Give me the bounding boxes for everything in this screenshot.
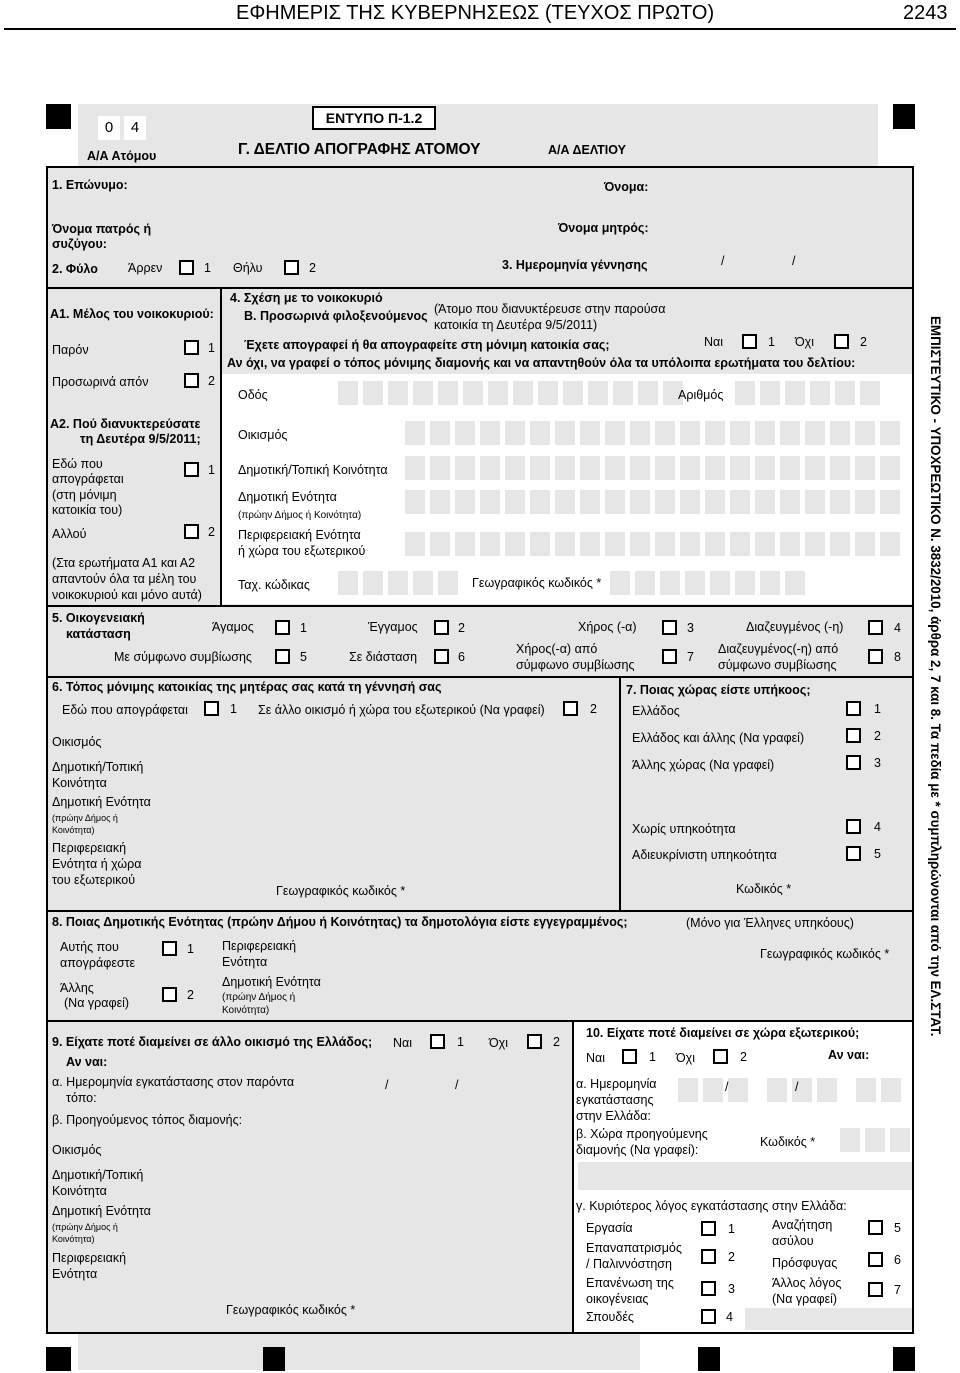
greece-other-label: Ελλάδος και άλλης (Να γραφεί) xyxy=(632,731,805,745)
work-label: Εργασία xyxy=(586,1221,633,1235)
name-boxes[interactable] xyxy=(667,178,912,202)
s8-unit-2: (πρώην Δήμος ή xyxy=(222,992,296,1003)
s10-no-code: 2 xyxy=(740,1050,747,1064)
dob-label: 3. Ημερομηνία γέννησης xyxy=(502,258,648,272)
s4-question: Έχετε απογραφεί ή θα απογραφείτε στη μόνιμη κατοικία σας; xyxy=(244,338,610,352)
registration-mark-tr xyxy=(893,104,915,129)
s4-yes-label: Ναι xyxy=(704,335,724,349)
country-name-boxes[interactable] xyxy=(640,784,885,808)
s10-date-1: α. Ημερομηνία xyxy=(576,1077,657,1091)
other-country-checkbox[interactable] xyxy=(846,755,861,770)
other-reason-2: (Να γραφεί) xyxy=(772,1292,838,1306)
s9-region-boxes[interactable] xyxy=(165,1251,560,1275)
s10-date-2: εγκατάστασης xyxy=(576,1093,654,1107)
gazette-title: ΕΦΗΜΕΡΙΣ ΤΗΣ ΚΥΒΕΡΝΗΣΕΩΣ (ΤΕΥΧΟΣ ΠΡΩΤΟ) xyxy=(236,2,715,24)
greece-code: 1 xyxy=(874,702,881,716)
s9-slash-2: / xyxy=(455,1078,459,1092)
geo-code-boxes[interactable] xyxy=(610,571,805,595)
s6-region-boxes[interactable] xyxy=(165,840,610,864)
s10-no-checkbox[interactable] xyxy=(713,1049,728,1064)
confidential-text: ΕΜΠΙΣΤΕΥΤΙΚΟ - ΥΠΟΧΡΕΩΤΙΚΟ Ν. 3832/2010, άρθρα 2, 7 και 8. Τα πεδία με * συμπληρώνονται από την ΕΛ.ΣΤΑΤ. xyxy=(928,316,943,1037)
s10-title: 10. Είχατε ποτέ διαμείνει σε χώρα εξωτερικού; xyxy=(586,1026,860,1040)
s9-yes-label: Ναι xyxy=(393,1036,413,1050)
s6-other-checkbox[interactable] xyxy=(563,701,578,716)
s8-here-code: 1 xyxy=(187,942,194,956)
asylum-2: ασύλου xyxy=(772,1234,814,1248)
s9-region-2: Ενότητα xyxy=(52,1267,98,1281)
greece-other-code: 2 xyxy=(874,729,881,743)
s4-address-area xyxy=(222,374,912,604)
s4-note-1: (Άτομο που διανυκτέρευσε στην παρούσα xyxy=(434,302,666,316)
father-name-boxes[interactable] xyxy=(170,216,565,240)
male-checkbox[interactable] xyxy=(179,260,194,275)
partnership-code: 5 xyxy=(300,650,307,664)
s6-settlement: Οικισμός xyxy=(52,735,102,749)
s9-geo-boxes[interactable] xyxy=(368,1296,563,1320)
name-label: Όνομα: xyxy=(604,180,649,194)
s6-region-3: του εξωτερικού xyxy=(52,873,136,887)
s8-title: 8. Ποιας Δημοτικής Ενότητας (πρώην Δήμου ή Κοινότητας) τα δημοτολόγια είστε εγγεγραμμένος; xyxy=(52,915,628,929)
s9-unit-boxes[interactable] xyxy=(165,1210,560,1234)
s9-no-code: 2 xyxy=(553,1035,560,1049)
s8-region-2: Ενότητα xyxy=(222,955,268,969)
s10-code-label: Κωδικός * xyxy=(760,1135,816,1149)
s4-yes-code: 1 xyxy=(768,335,775,349)
separated-checkbox[interactable] xyxy=(434,649,449,664)
s9-yes-checkbox[interactable] xyxy=(430,1034,445,1049)
rule-4 xyxy=(46,676,914,678)
father-label-2: συζύγου: xyxy=(52,237,107,251)
rule-3 xyxy=(46,605,914,607)
s6-here-checkbox[interactable] xyxy=(204,701,219,716)
away-checkbox[interactable] xyxy=(184,373,199,388)
s10-slash-2: / xyxy=(795,1080,799,1094)
s4-no-label: Όχι xyxy=(795,335,815,349)
confidential-notice xyxy=(927,316,949,1373)
a2-here-4: κατοικία του) xyxy=(52,503,123,517)
postal-label: Ταχ. κώδικας xyxy=(238,578,310,592)
repatriation-2: / Παλιννόστηση xyxy=(586,1257,672,1271)
s4-b: Β. Προσωρινά φιλοξενούμενος xyxy=(244,309,428,323)
repatriation-code: 2 xyxy=(728,1250,735,1264)
stateless-code: 4 xyxy=(874,820,881,834)
s8-region-boxes[interactable] xyxy=(338,941,733,965)
a1-title: Α1. Μέλος του νοικοκυριού: xyxy=(50,307,214,321)
registration-mark-bl xyxy=(46,1347,71,1371)
s6-here-code: 1 xyxy=(230,702,237,716)
registration-mark-b1 xyxy=(263,1347,285,1371)
mother-name-boxes[interactable] xyxy=(667,216,912,240)
greece-label: Ελλάδος xyxy=(632,704,680,718)
community-boxes[interactable] xyxy=(405,456,900,480)
s10-no-label: Όχι xyxy=(676,1051,696,1065)
s8-unit-boxes[interactable] xyxy=(338,984,733,1008)
repatriation-checkbox[interactable] xyxy=(701,1249,716,1264)
a2-note-1: (Στα ερωτήματα Α1 και Α2 xyxy=(52,556,196,570)
s8-unit-3: Κοινότητα) xyxy=(222,1005,270,1016)
married-checkbox[interactable] xyxy=(434,620,449,635)
a2-here-1: Εδώ που xyxy=(52,457,103,471)
widowed-code: 3 xyxy=(687,621,694,635)
a2-note-2: απαντούν όλα τα μέλη του xyxy=(52,572,197,586)
s10-date-3: στην Ελλάδα: xyxy=(576,1109,651,1123)
region-boxes[interactable] xyxy=(405,532,900,556)
unit-boxes[interactable] xyxy=(405,490,900,514)
s9-date-boxes[interactable] xyxy=(338,1076,561,1100)
s6-unit-note-1: (πρώην Δήμος ή xyxy=(52,813,118,823)
s8-region-1: Περιφερειακή xyxy=(222,939,297,953)
surname-boxes[interactable] xyxy=(170,178,565,202)
region-label-2: ή χώρα του εξωτερικού xyxy=(238,544,366,558)
dob-slash-1: / xyxy=(721,254,725,268)
present-code: 1 xyxy=(208,341,215,355)
s10-yes-checkbox[interactable] xyxy=(622,1049,637,1064)
partnership-checkbox[interactable] xyxy=(275,649,290,664)
reunion-code: 3 xyxy=(728,1282,735,1296)
single-checkbox[interactable] xyxy=(275,620,290,635)
community-label: Δημοτική/Τοπική Κοινότητα xyxy=(238,463,388,477)
s10-code-boxes[interactable] xyxy=(840,1128,910,1152)
s8-other-code: 2 xyxy=(187,988,194,1002)
s9-date-2: τόπο: xyxy=(66,1091,97,1105)
elsewhere-checkbox[interactable] xyxy=(184,524,199,539)
s8-here-1: Αυτής που xyxy=(60,940,119,954)
a2-note-3: νοικοκυριού και μόνο αυτά) xyxy=(52,588,202,602)
elsewhere-label: Αλλού xyxy=(52,527,87,541)
refugee-checkbox[interactable] xyxy=(868,1252,883,1267)
rule-6 xyxy=(46,910,914,912)
registration-mark-tl xyxy=(46,104,71,129)
asylum-checkbox[interactable] xyxy=(868,1220,883,1235)
s6-title: 6. Τόπος μόνιμης κατοικίας της μητέρας σας κατά τη γέννησή σας xyxy=(52,680,442,694)
s9-unit: Δημοτική Ενότητα xyxy=(52,1204,151,1218)
male-code: 1 xyxy=(204,261,211,275)
s6-other-label: Σε άλλο οικισμό ή χώρα του εξωτερικού (Να γραφεί) xyxy=(258,703,545,717)
form-title: Γ. ΔΕΛΤΙΟ ΑΠΟΓΡΑΦΗΣ ΑΤΟΜΟΥ xyxy=(238,141,481,158)
other-reason-1: Άλλος λόγος xyxy=(772,1276,842,1290)
rule-1 xyxy=(46,287,914,289)
form-top-right xyxy=(640,104,878,166)
person-digit-1[interactable]: 0 xyxy=(98,116,120,140)
sex-label: 2. Φύλο xyxy=(52,262,98,276)
geo-code-label: Γεωγραφικός κωδικός * xyxy=(472,576,602,590)
other-country-code: 3 xyxy=(874,756,881,770)
s10-country-1: β. Χώρα προηγούμενης xyxy=(576,1127,708,1141)
studies-checkbox[interactable] xyxy=(701,1309,716,1324)
number-boxes[interactable] xyxy=(735,381,880,405)
dob-boxes[interactable] xyxy=(667,253,890,277)
settlement-label: Οικισμός xyxy=(238,428,288,442)
a2-title-1: Α2. Πού διανυκτερεύσατε xyxy=(50,417,201,431)
widowed-partner-2: σύμφωνο συμβίωσης xyxy=(516,658,635,672)
header-rule xyxy=(4,28,956,30)
s9-date-1: α. Ημερομηνία εγκατάστασης στον παρόντα xyxy=(52,1075,295,1089)
male-label: Άρρεν xyxy=(128,261,163,275)
a2-here-3: (στη μόνιμη xyxy=(52,488,117,502)
s9-unit-note-2: Κοινότητα) xyxy=(52,1234,95,1244)
single-label: Άγαμος xyxy=(212,620,254,634)
female-label: Θήλυ xyxy=(233,261,263,275)
s8-other-checkbox[interactable] xyxy=(162,987,177,1002)
s8-here-2: απογράφεστε xyxy=(60,956,136,970)
s5-title-1: 5. Οικογενειακή xyxy=(52,611,145,625)
widowed-checkbox[interactable] xyxy=(662,620,677,635)
married-code: 2 xyxy=(458,621,465,635)
sheet-number-label: Α/Α ΔΕΛΤΙΟΥ xyxy=(548,143,626,157)
divorced-code: 4 xyxy=(894,621,901,635)
s8-here-checkbox[interactable] xyxy=(162,941,177,956)
s6-comm-boxes[interactable] xyxy=(165,764,610,788)
s6-other-code: 2 xyxy=(590,702,597,716)
reunion-2: οικογένειας xyxy=(586,1292,649,1306)
s8-note: (Μόνο για Έλληνες υπηκόους) xyxy=(686,916,854,930)
s10-yes-code: 1 xyxy=(649,1050,656,1064)
divorced-partner-2: σύμφωνο συμβίωσης xyxy=(718,658,837,672)
separated-label: Σε διάσταση xyxy=(349,650,418,664)
s10-date-boxes[interactable] xyxy=(678,1078,901,1102)
s9-settlement: Οικισμός xyxy=(52,1143,102,1157)
s8-geo-label: Γεωγραφικός κωδικός * xyxy=(760,947,890,961)
partnership-label: Με σύμφωνο συμβίωσης xyxy=(114,650,252,664)
s9-comm-boxes[interactable] xyxy=(165,1172,560,1196)
away-label: Προσωρινά απόν xyxy=(52,375,149,389)
a2-here-2: απογράφεται xyxy=(52,472,124,486)
s4-instruction: Αν όχι, να γραφεί ο τόπος μόνιμης διαμονής και να απαντηθούν όλα τα υπόλοιπα ερωτήματα του δελτίου: xyxy=(227,356,856,370)
work-code: 1 xyxy=(728,1222,735,1236)
surname-label: 1. Επώνυμο: xyxy=(52,178,128,192)
s8-other-1: Άλλης xyxy=(60,981,94,995)
s9-unit-note-1: (πρώην Δήμος ή xyxy=(52,1222,118,1232)
unit-note: (πρώην Δήμος ή Κοινότητα) xyxy=(238,510,362,521)
s6-unit-note-2: Κοινότητα) xyxy=(52,825,95,835)
greece-other-checkbox[interactable] xyxy=(846,728,861,743)
s9-settlement-boxes[interactable] xyxy=(165,1137,560,1161)
unit-label: Δημοτική Ενότητα xyxy=(238,490,337,504)
married-label: Έγγαμος xyxy=(368,620,418,634)
s10-slash-1: / xyxy=(725,1080,729,1094)
repatriation-1: Επαναπατρισμός xyxy=(586,1241,682,1255)
s10-country-2: διαμονής (Να γραφεί): xyxy=(576,1143,699,1157)
unknown-code: 5 xyxy=(874,847,881,861)
away-code: 2 xyxy=(208,374,215,388)
other-reason-code: 7 xyxy=(894,1283,901,1297)
widowed-partner-1: Χήρος(-α) από xyxy=(516,642,598,656)
refugee-label: Πρόσφυγας xyxy=(772,1256,838,1270)
s9-comm-1: Δημοτική/Τοπική xyxy=(52,1168,144,1182)
asylum-code: 5 xyxy=(894,1221,901,1235)
s9-region-1: Περιφερειακή xyxy=(52,1251,127,1265)
s6-geo-label: Γεωγραφικός κωδικός * xyxy=(276,884,406,898)
studies-label: Σπουδές xyxy=(586,1310,634,1324)
stateless-label: Χωρίς υπηκοότητα xyxy=(632,822,736,836)
other-reason-field[interactable] xyxy=(745,1308,912,1330)
s6-settlement-boxes[interactable] xyxy=(165,728,610,752)
divorced-partner-1: Διαζευγμένος(-η) από xyxy=(718,642,839,656)
widowed-partner-checkbox[interactable] xyxy=(662,649,677,664)
divorced-checkbox[interactable] xyxy=(868,620,883,635)
s5-title-2: κατάσταση xyxy=(66,627,131,641)
studies-code: 4 xyxy=(726,1310,733,1324)
s8-other-2: (Να γραφεί) xyxy=(64,996,130,1010)
s4-title: 4. Σχέση με το νοικοκυριό xyxy=(230,291,383,305)
separated-code: 6 xyxy=(458,650,465,664)
postal-boxes[interactable] xyxy=(338,571,458,595)
number-label: Αριθμός xyxy=(678,388,724,402)
single-code: 1 xyxy=(300,621,307,635)
reunion-checkbox[interactable] xyxy=(701,1281,716,1296)
person-number-label: Α/Α Ατόμου xyxy=(87,149,157,163)
s7-code-boxes[interactable] xyxy=(818,876,888,900)
here-checkbox[interactable] xyxy=(184,462,199,477)
s6-here-label: Εδώ που απογράφεται xyxy=(62,703,188,717)
s8-unit-1: Δημοτική Ενότητα xyxy=(222,975,321,989)
s9-comm-2: Κοινότητα xyxy=(52,1184,107,1198)
female-checkbox[interactable] xyxy=(284,260,299,275)
s10-yes-label: Ναι xyxy=(586,1051,606,1065)
s6-region-2: Ενότητα ή χώρα xyxy=(52,857,142,871)
divorced-partner-checkbox[interactable] xyxy=(868,649,883,664)
divorced-partner-code: 8 xyxy=(894,650,901,664)
s4-note-2: κατοικία τη Δευτέρα 9/5/2011) xyxy=(434,318,598,332)
page-number: 2243 xyxy=(903,2,948,24)
s6-unit: Δημοτική Ενότητα xyxy=(52,795,151,809)
registration-mark-b2 xyxy=(698,1347,720,1371)
dob-slash-2: / xyxy=(792,254,796,268)
rule-5 xyxy=(619,676,621,910)
present-label: Παρόν xyxy=(52,343,89,357)
female-code: 2 xyxy=(309,261,316,275)
s6-geo-boxes[interactable] xyxy=(420,877,615,901)
s9-yes-code: 1 xyxy=(457,1035,464,1049)
other-country-label: Άλλης χώρας (Να γραφεί) xyxy=(632,758,775,772)
s10-country-boxes[interactable] xyxy=(582,1164,902,1188)
greece-checkbox[interactable] xyxy=(846,701,861,716)
street-boxes[interactable] xyxy=(338,381,683,405)
s9-geo-label: Γεωγραφικός κωδικός * xyxy=(226,1303,356,1317)
s8-geo-boxes[interactable] xyxy=(735,984,880,1008)
s6-region-1: Περιφερειακή xyxy=(52,841,127,855)
street-label: Οδός xyxy=(238,388,268,402)
stateless-checkbox[interactable] xyxy=(846,819,861,834)
s6-comm-1: Δημοτική/Τοπική xyxy=(52,760,144,774)
s10-ifyes: Αν ναι: xyxy=(828,1048,870,1062)
s7-title: 7. Ποιας χώρας είστε υπήκοος; xyxy=(626,683,811,697)
here-code: 1 xyxy=(208,463,215,477)
asylum-1: Αναζήτηση xyxy=(772,1218,833,1232)
s6-comm-2: Κοινότητα xyxy=(52,776,107,790)
present-checkbox[interactable] xyxy=(184,340,199,355)
s9-ifyes: Αν ναι: xyxy=(66,1055,108,1069)
other-reason-checkbox[interactable] xyxy=(868,1282,883,1297)
elsewhere-code: 2 xyxy=(208,525,215,539)
work-checkbox[interactable] xyxy=(701,1221,716,1236)
widowed-partner-code: 7 xyxy=(687,650,694,664)
settlement-boxes[interactable] xyxy=(405,421,900,445)
mother-label: Όνομα μητρός: xyxy=(558,221,649,235)
s9-prev: β. Προηγούμενος τόπος διαμονής: xyxy=(52,1113,243,1127)
s4-yes-checkbox[interactable] xyxy=(742,334,757,349)
father-label-1: Όνομα πατρός ή xyxy=(52,222,152,236)
registration-mark-br xyxy=(893,1347,915,1371)
s4-no-code: 2 xyxy=(860,335,867,349)
form-code: ΕΝΤΥΠΟ Π-1.2 xyxy=(312,106,436,130)
person-digit-2[interactable]: 4 xyxy=(124,116,146,140)
refugee-code: 6 xyxy=(894,1253,901,1267)
s6-unit-boxes[interactable] xyxy=(165,800,610,824)
s9-slash-1: / xyxy=(385,1078,389,1092)
s4-no-checkbox[interactable] xyxy=(834,334,849,349)
divorced-label: Διαζευγμένος (-η) xyxy=(746,620,844,634)
a2-title-2: τη Δευτέρα 9/5/2011; xyxy=(80,432,201,446)
s9-no-checkbox[interactable] xyxy=(527,1034,542,1049)
widowed-label: Χήρος (-α) xyxy=(578,620,637,634)
reunion-1: Επανένωση της xyxy=(586,1276,674,1290)
s10-reason-title: γ. Κυριότερος λόγος εγκατάστασης στην Ελλάδα: xyxy=(576,1199,847,1213)
s9-no-label: Όχι xyxy=(489,1036,509,1050)
s9-title: 9. Είχατε ποτέ διαμείνει σε άλλο οικισμό της Ελλάδος; xyxy=(52,1035,373,1049)
s7-code-label: Κωδικός * xyxy=(736,882,792,896)
unknown-checkbox[interactable] xyxy=(846,846,861,861)
unknown-label: Αδιευκρίνιστη υπηκοότητα xyxy=(632,848,777,862)
region-label-1: Περιφερειακή Ενότητα xyxy=(238,528,361,542)
